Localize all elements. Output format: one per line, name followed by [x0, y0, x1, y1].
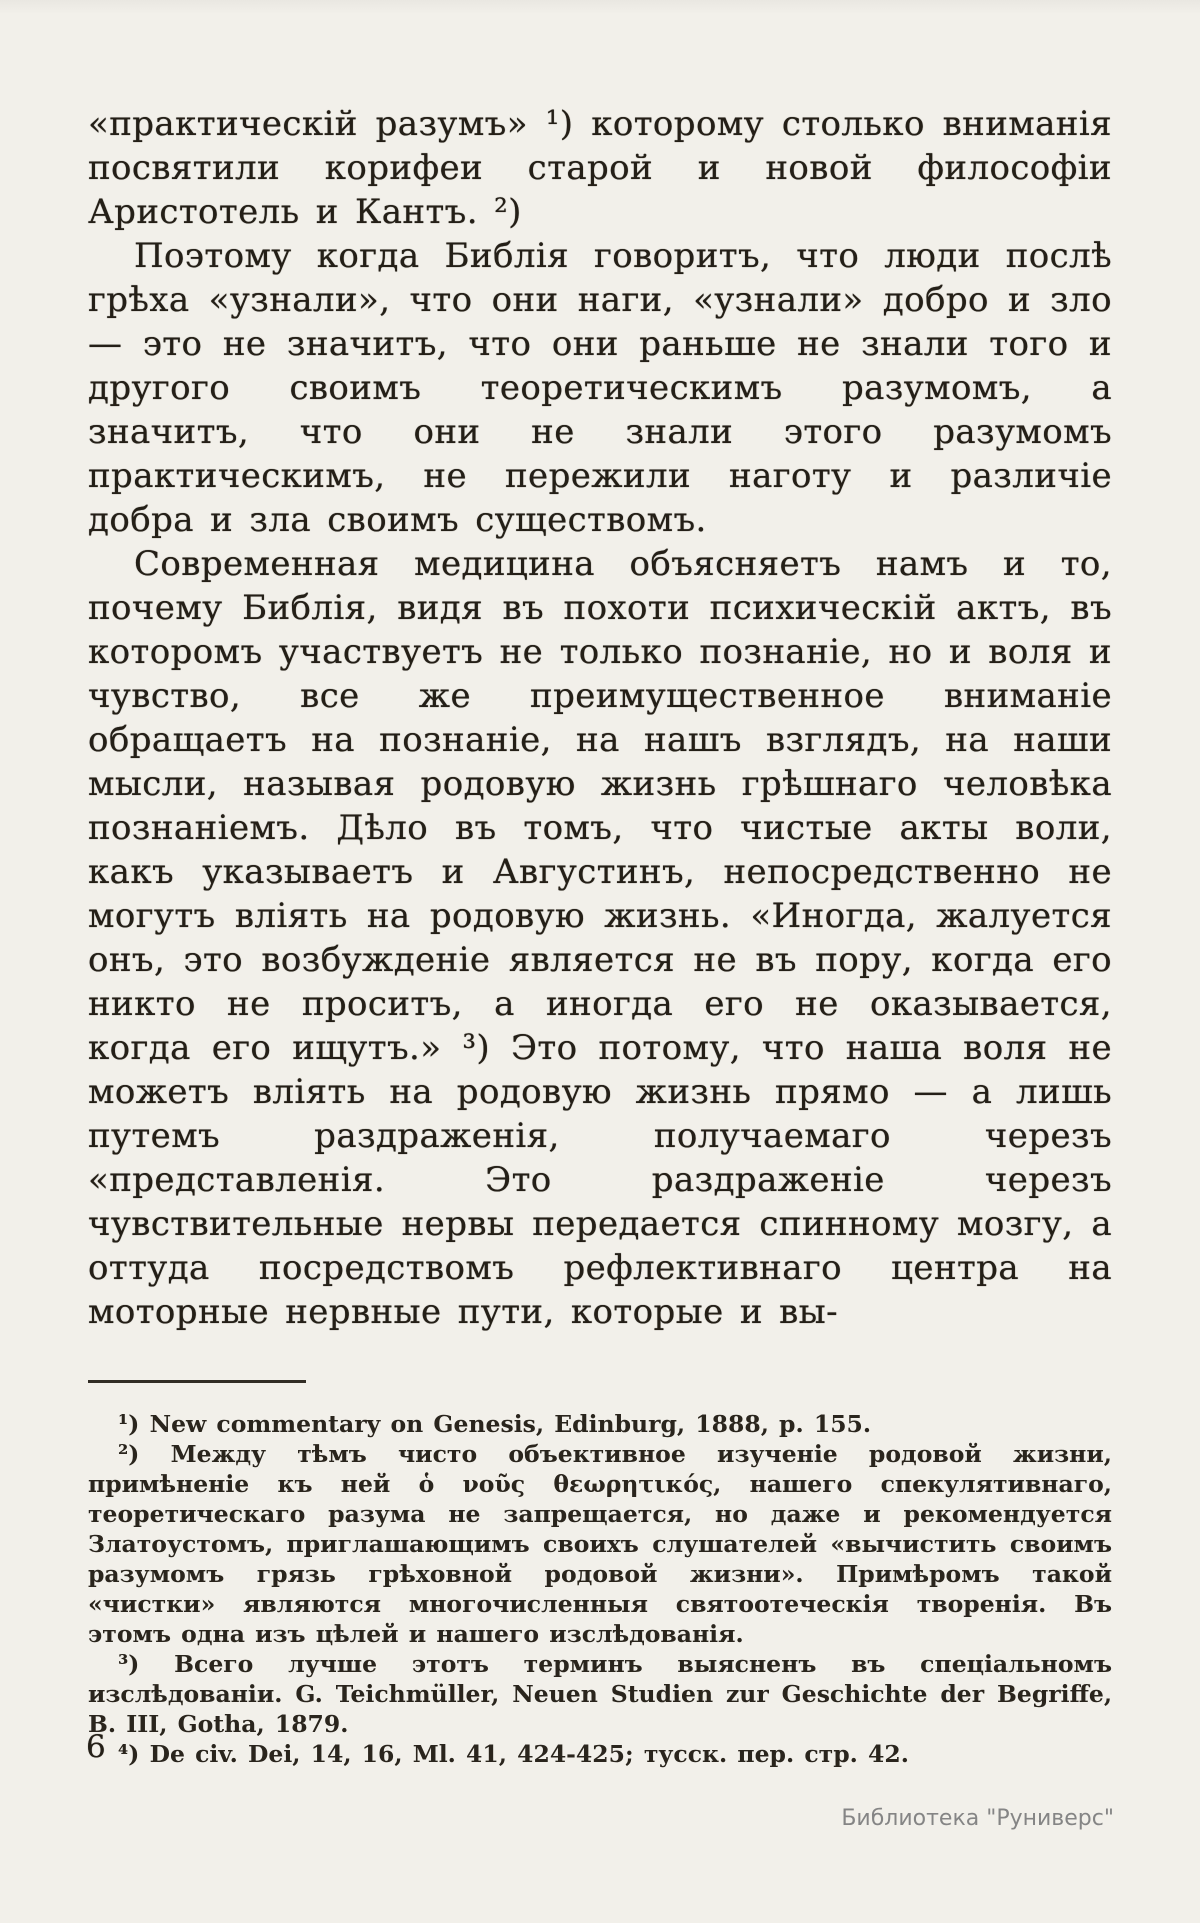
footnote-divider [88, 1380, 306, 1383]
page-number: 6 [86, 1729, 106, 1765]
main-text [88, 102, 1112, 1334]
footnotes [88, 1409, 1112, 1769]
paragraph: Поэтому когда Библія говоритъ, что люди послѣ грѣха «узнали», что они наги, «узнали» добро и зло — это не значитъ, что они раньше не знали того и другого своимъ теоретическимъ разумомъ, а значитъ, что они не знали этого разумомъ практическимъ, не пережили наготу и различіе добра и зла своимъ существомъ. [88, 236, 1112, 540]
paragraph: Современная медицина объясняетъ намъ и то, почему Библія, видя въ похоти психическій актъ, въ которомъ участвуетъ не только познаніе, но и воля и чувство, все же преимущественное вниманіе обращаетъ на познаніе, на нашъ взглядъ, на наши мысли, называя родовую жизнь грѣшнаго человѣка познаніемъ. Дѣло въ томъ, что чистые акты воли, какъ указываетъ и Августинъ, непосредственно не могутъ вліять на родовую жизнь. «Иногда, жалуется онъ, это возбужденіе является не въ пору, когда его никто не проситъ, а иногда его не оказывается, когда его ищутъ.» ³) Это потому, что наша воля не можетъ вліять на родовую жизнь прямо — а лишь путемъ раздраженія, получаемаго черезъ «представленія. Это раздраженіе черезъ чувствительные нервы передается спинному мозгу, а оттуда посредствомъ рефлективнаго центра на моторные нервные пути, которые и вы- [88, 544, 1112, 1332]
footnote-item: ³) Всего лучше этотъ терминъ выясненъ въ спеціальномъ изслѣдованіи. G. Teichmüller, Neuen Studien zur Geschichte der Begriffe, B. III, Gotha, 1879. [88, 1650, 1112, 1738]
footnote-item: ⁴) De civ. Dei, 14, 16, Ml. 41, 424-425; тусск. пер. стр. 42. [118, 1740, 909, 1768]
paragraph: «практическій разумъ» ¹) которому столько вниманія посвятили корифеи старой и новой философіи Аристотель и Кантъ. ²) [88, 104, 1112, 232]
footnote-item: ²) Между тѣмъ чисто объективное изученіе родовой жизни, примѣненіе къ ней ὁ νοῦς θεωρητικός, нашего спекулятивнаго, теоретическаго разума не запрещается, но даже и рекомендуется Златоустомъ, приглашающимъ своихъ слушателей «вычистить своимъ разумомъ грязь грѣховной родовой жизни». Примѣромъ такой «чистки» являются многочисленныя святоотеческія творенія. Въ этомъ одна изъ цѣлей и нашего изслѣдованія. [88, 1440, 1112, 1648]
footnote-item: ¹) New commentary on Genesis, Edinburg, 1888, p. 155. [118, 1410, 872, 1438]
watermark: Библиотека "Руниверс" [841, 1806, 1114, 1831]
